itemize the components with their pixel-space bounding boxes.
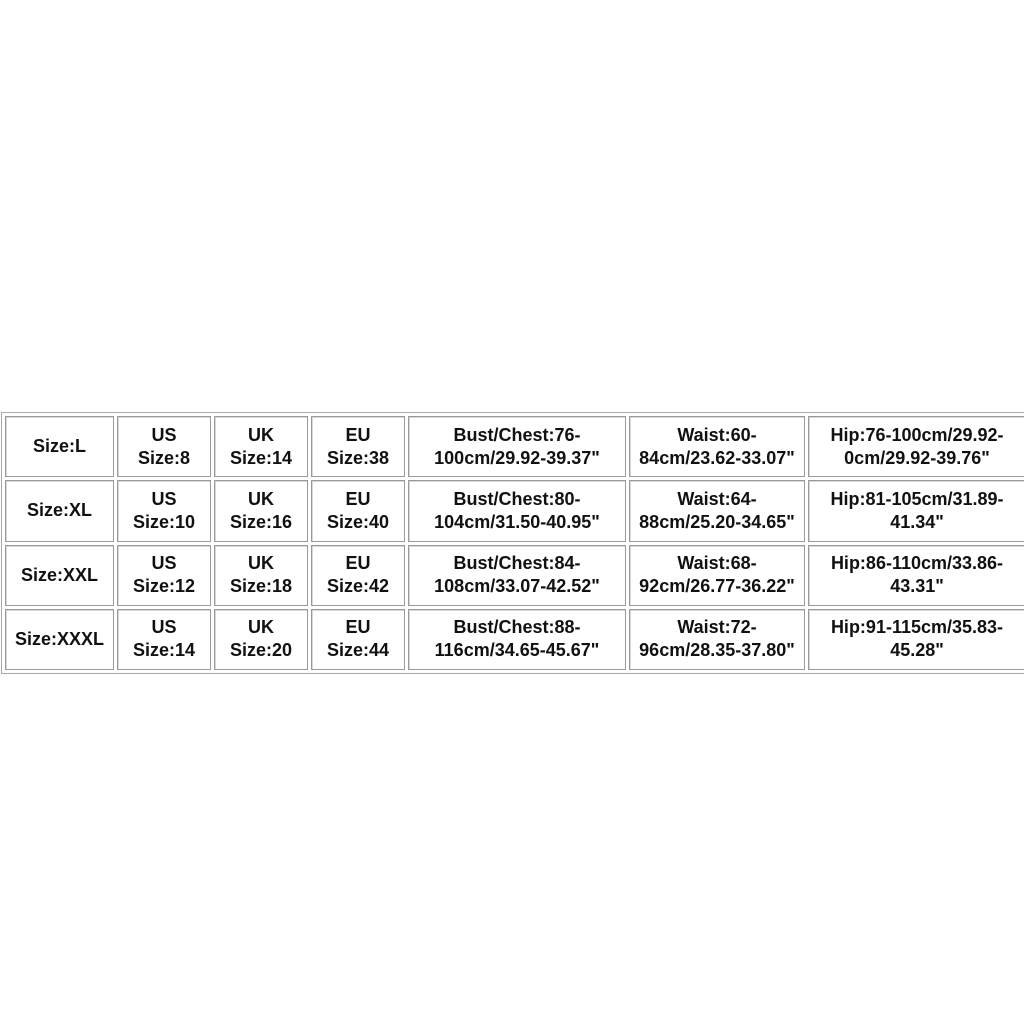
us-size-cell: US Size:10 xyxy=(117,480,211,541)
uk-size-cell: UK Size:20 xyxy=(214,609,308,670)
table-row xyxy=(5,480,1024,541)
size-cell: Size:XL xyxy=(5,480,114,541)
size-cell: Size:XXL xyxy=(5,545,114,606)
hip-cell: Hip:76-100cm/29.92- 0cm/29.92-39.76" xyxy=(808,416,1024,477)
bust-cell: Bust/Chest:80- 104cm/31.50-40.95" xyxy=(408,480,626,541)
bust-cell: Bust/Chest:76- 100cm/29.92-39.37" xyxy=(408,416,626,477)
hip-cell: Hip:86-110cm/33.86- 43.31" xyxy=(808,545,1024,606)
waist-cell: Waist:60- 84cm/23.62-33.07" xyxy=(629,416,805,477)
us-size-cell: US Size:8 xyxy=(117,416,211,477)
us-size-cell: US Size:14 xyxy=(117,609,211,670)
waist-cell: Waist:68- 92cm/26.77-36.22" xyxy=(629,545,805,606)
us-size-cell: US Size:12 xyxy=(117,545,211,606)
table-row xyxy=(5,609,1024,670)
hip-cell: Hip:91-115cm/35.83- 45.28" xyxy=(808,609,1024,670)
size-cell: Size:L xyxy=(5,416,114,477)
table-row xyxy=(5,545,1024,606)
uk-size-cell: UK Size:18 xyxy=(214,545,308,606)
hip-cell: Hip:81-105cm/31.89- 41.34" xyxy=(808,480,1024,541)
waist-cell: Waist:64- 88cm/25.20-34.65" xyxy=(629,480,805,541)
eu-size-cell: EU Size:42 xyxy=(311,545,405,606)
eu-size-cell: EU Size:40 xyxy=(311,480,405,541)
eu-size-cell: EU Size:38 xyxy=(311,416,405,477)
table-row xyxy=(5,416,1024,477)
size-chart-table xyxy=(1,412,1024,674)
waist-cell: Waist:72- 96cm/28.35-37.80" xyxy=(629,609,805,670)
bust-cell: Bust/Chest:84- 108cm/33.07-42.52" xyxy=(408,545,626,606)
uk-size-cell: UK Size:16 xyxy=(214,480,308,541)
eu-size-cell: EU Size:44 xyxy=(311,609,405,670)
bust-cell: Bust/Chest:88- 116cm/34.65-45.67" xyxy=(408,609,626,670)
size-cell: Size:XXXL xyxy=(5,609,114,670)
uk-size-cell: UK Size:14 xyxy=(214,416,308,477)
